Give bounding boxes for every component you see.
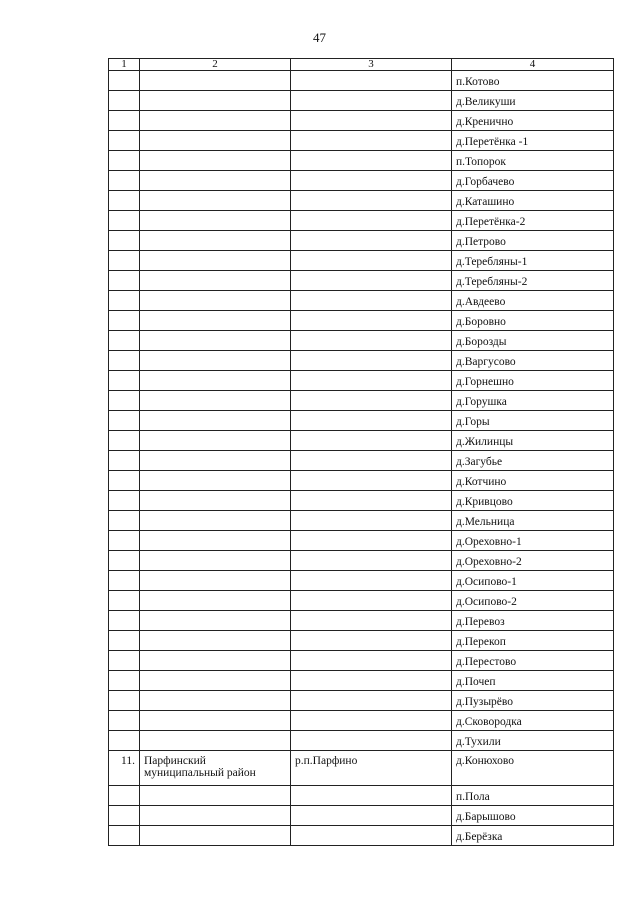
settlement-cell: д.Борозды bbox=[452, 331, 614, 351]
table-row bbox=[109, 751, 614, 786]
table-row bbox=[109, 451, 614, 471]
district-cell bbox=[140, 351, 291, 371]
center-cell bbox=[291, 491, 452, 511]
table-row bbox=[109, 471, 614, 491]
row-number-cell bbox=[109, 511, 140, 531]
district-cell bbox=[140, 131, 291, 151]
settlement-cell: д.Перестово bbox=[452, 651, 614, 671]
center-cell bbox=[291, 131, 452, 151]
table-row bbox=[109, 591, 614, 611]
district-cell bbox=[140, 671, 291, 691]
table-row bbox=[109, 311, 614, 331]
settlement-cell: д.Конюхово bbox=[452, 751, 614, 786]
center-cell bbox=[291, 311, 452, 331]
row-number-cell bbox=[109, 251, 140, 271]
center-cell bbox=[291, 651, 452, 671]
center-cell bbox=[291, 371, 452, 391]
table-row bbox=[109, 431, 614, 451]
settlement-cell: д.Жилинцы bbox=[452, 431, 614, 451]
center-cell bbox=[291, 671, 452, 691]
settlement-cell: д.Осипово-1 bbox=[452, 571, 614, 591]
table-row bbox=[109, 151, 614, 171]
district-cell bbox=[140, 531, 291, 551]
table-row bbox=[109, 131, 614, 151]
row-number-cell bbox=[109, 71, 140, 91]
district-cell bbox=[140, 271, 291, 291]
column-header-3: 3 bbox=[291, 59, 452, 71]
district-cell bbox=[140, 191, 291, 211]
settlement-cell: д.Кренично bbox=[452, 111, 614, 131]
center-cell bbox=[291, 411, 452, 431]
district-cell bbox=[140, 71, 291, 91]
center-cell bbox=[291, 151, 452, 171]
district-cell bbox=[140, 371, 291, 391]
settlement-cell: д.Перевоз bbox=[452, 611, 614, 631]
center-cell bbox=[291, 691, 452, 711]
settlement-cell: д.Перетёнка-2 bbox=[452, 211, 614, 231]
table-row bbox=[109, 826, 614, 846]
center-cell bbox=[291, 111, 452, 131]
settlement-cell: д.Каташино bbox=[452, 191, 614, 211]
column-number-header-row bbox=[109, 59, 614, 71]
row-number-cell bbox=[109, 711, 140, 731]
settlement-cell: п.Котово bbox=[452, 71, 614, 91]
table-row bbox=[109, 251, 614, 271]
table-row bbox=[109, 391, 614, 411]
table-body bbox=[109, 59, 614, 846]
settlement-cell: д.Теребляны-1 bbox=[452, 251, 614, 271]
page-number: 47 bbox=[313, 30, 326, 45]
settlement-cell: д.Великуши bbox=[452, 91, 614, 111]
district-cell bbox=[140, 711, 291, 731]
district-cell bbox=[140, 786, 291, 806]
district-cell bbox=[140, 731, 291, 751]
row-number-cell bbox=[109, 451, 140, 471]
row-number-cell bbox=[109, 371, 140, 391]
table-row bbox=[109, 531, 614, 551]
row-number-cell bbox=[109, 211, 140, 231]
row-number-cell bbox=[109, 631, 140, 651]
settlement-cell: д.Теребляны-2 bbox=[452, 271, 614, 291]
table-row bbox=[109, 211, 614, 231]
settlement-cell: д.Ореховно-2 bbox=[452, 551, 614, 571]
row-number-cell bbox=[109, 531, 140, 551]
district-cell bbox=[140, 451, 291, 471]
settlement-cell: д.Загубье bbox=[452, 451, 614, 471]
settlements-table bbox=[108, 58, 614, 846]
settlement-cell: д.Кривцово bbox=[452, 491, 614, 511]
settlement-cell: д.Осипово-2 bbox=[452, 591, 614, 611]
district-cell bbox=[140, 551, 291, 571]
settlement-cell: д.Пузырёво bbox=[452, 691, 614, 711]
center-cell bbox=[291, 431, 452, 451]
row-number-cell: 11. bbox=[109, 751, 140, 786]
settlement-cell: д.Почеп bbox=[452, 671, 614, 691]
table-row bbox=[109, 691, 614, 711]
district-cell bbox=[140, 331, 291, 351]
table-row bbox=[109, 71, 614, 91]
settlement-cell: д.Барышово bbox=[452, 806, 614, 826]
center-cell bbox=[291, 331, 452, 351]
row-number-cell bbox=[109, 551, 140, 571]
settlement-cell: д.Авдеево bbox=[452, 291, 614, 311]
table-row bbox=[109, 351, 614, 371]
district-cell bbox=[140, 691, 291, 711]
settlement-cell: д.Петрово bbox=[452, 231, 614, 251]
settlement-cell: д.Перекоп bbox=[452, 631, 614, 651]
table-row bbox=[109, 491, 614, 511]
center-cell bbox=[291, 251, 452, 271]
settlement-cell: п.Топорок bbox=[452, 151, 614, 171]
row-number-cell bbox=[109, 271, 140, 291]
district-cell bbox=[140, 91, 291, 111]
district-cell bbox=[140, 151, 291, 171]
district-cell bbox=[140, 611, 291, 631]
settlement-cell: д.Сковородка bbox=[452, 711, 614, 731]
center-cell bbox=[291, 631, 452, 651]
district-cell bbox=[140, 391, 291, 411]
column-header-1: 1 bbox=[109, 59, 140, 71]
district-cell bbox=[140, 251, 291, 271]
table-row bbox=[109, 786, 614, 806]
row-number-cell bbox=[109, 671, 140, 691]
row-number-cell bbox=[109, 786, 140, 806]
settlement-cell: д.Горы bbox=[452, 411, 614, 431]
district-cell bbox=[140, 571, 291, 591]
table-row bbox=[109, 651, 614, 671]
district-cell bbox=[140, 491, 291, 511]
settlement-cell: д.Ореховно-1 bbox=[452, 531, 614, 551]
center-cell bbox=[291, 551, 452, 571]
center-cell bbox=[291, 826, 452, 846]
table-row bbox=[109, 331, 614, 351]
district-cell bbox=[140, 631, 291, 651]
district-cell bbox=[140, 231, 291, 251]
center-cell bbox=[291, 271, 452, 291]
column-header-4: 4 bbox=[452, 59, 614, 71]
row-number-cell bbox=[109, 171, 140, 191]
row-number-cell bbox=[109, 731, 140, 751]
row-number-cell bbox=[109, 651, 140, 671]
center-cell bbox=[291, 511, 452, 531]
district-cell bbox=[140, 471, 291, 491]
center-cell bbox=[291, 591, 452, 611]
table-row bbox=[109, 171, 614, 191]
row-number-cell bbox=[109, 111, 140, 131]
center-cell bbox=[291, 611, 452, 631]
row-number-cell bbox=[109, 151, 140, 171]
table-row bbox=[109, 571, 614, 591]
center-cell bbox=[291, 571, 452, 591]
row-number-cell bbox=[109, 131, 140, 151]
table-row bbox=[109, 91, 614, 111]
row-number-cell bbox=[109, 191, 140, 211]
table-row bbox=[109, 551, 614, 571]
center-cell bbox=[291, 731, 452, 751]
table-row bbox=[109, 631, 614, 651]
center-cell bbox=[291, 211, 452, 231]
row-number-cell bbox=[109, 291, 140, 311]
table-row bbox=[109, 671, 614, 691]
settlement-cell: д.Берёзка bbox=[452, 826, 614, 846]
center-cell bbox=[291, 806, 452, 826]
settlement-cell: д.Горбачево bbox=[452, 171, 614, 191]
center-cell bbox=[291, 451, 452, 471]
district-cell bbox=[140, 111, 291, 131]
row-number-cell bbox=[109, 806, 140, 826]
district-cell bbox=[140, 511, 291, 531]
row-number-cell bbox=[109, 411, 140, 431]
district-cell bbox=[140, 171, 291, 191]
table-row bbox=[109, 806, 614, 826]
center-cell bbox=[291, 91, 452, 111]
row-number-cell bbox=[109, 826, 140, 846]
district-cell bbox=[140, 826, 291, 846]
table-row bbox=[109, 711, 614, 731]
table-row bbox=[109, 611, 614, 631]
center-cell bbox=[291, 191, 452, 211]
district-cell bbox=[140, 411, 291, 431]
row-number-cell bbox=[109, 611, 140, 631]
row-number-cell bbox=[109, 231, 140, 251]
table-row bbox=[109, 731, 614, 751]
row-number-cell bbox=[109, 351, 140, 371]
settlement-cell: д.Горушка bbox=[452, 391, 614, 411]
table-row bbox=[109, 411, 614, 431]
table-row bbox=[109, 271, 614, 291]
settlement-cell: д.Перетёнка -1 bbox=[452, 131, 614, 151]
table-row bbox=[109, 191, 614, 211]
row-number-cell bbox=[109, 491, 140, 511]
center-cell bbox=[291, 351, 452, 371]
district-cell: Парфинский муниципальный район bbox=[140, 751, 291, 786]
district-cell bbox=[140, 291, 291, 311]
row-number-cell bbox=[109, 471, 140, 491]
center-cell bbox=[291, 786, 452, 806]
district-cell bbox=[140, 806, 291, 826]
row-number-cell bbox=[109, 591, 140, 611]
settlement-cell: п.Пола bbox=[452, 786, 614, 806]
center-cell bbox=[291, 531, 452, 551]
row-number-cell bbox=[109, 691, 140, 711]
center-cell bbox=[291, 231, 452, 251]
table-row bbox=[109, 511, 614, 531]
district-cell bbox=[140, 211, 291, 231]
district-cell bbox=[140, 311, 291, 331]
settlement-cell: д.Боровно bbox=[452, 311, 614, 331]
row-number-cell bbox=[109, 431, 140, 451]
center-cell bbox=[291, 391, 452, 411]
center-cell bbox=[291, 471, 452, 491]
row-number-cell bbox=[109, 311, 140, 331]
settlement-cell: д.Горнешно bbox=[452, 371, 614, 391]
table-row bbox=[109, 111, 614, 131]
center-cell: р.п.Парфино bbox=[291, 751, 452, 786]
row-number-cell bbox=[109, 391, 140, 411]
column-header-2: 2 bbox=[140, 59, 291, 71]
settlement-cell: д.Тухили bbox=[452, 731, 614, 751]
center-cell bbox=[291, 71, 452, 91]
row-number-cell bbox=[109, 91, 140, 111]
center-cell bbox=[291, 171, 452, 191]
settlement-cell: д.Мельница bbox=[452, 511, 614, 531]
center-cell bbox=[291, 291, 452, 311]
district-cell bbox=[140, 591, 291, 611]
district-cell bbox=[140, 651, 291, 671]
settlement-cell: д.Котчино bbox=[452, 471, 614, 491]
settlement-cell: д.Варгусово bbox=[452, 351, 614, 371]
row-number-cell bbox=[109, 571, 140, 591]
center-cell bbox=[291, 711, 452, 731]
table-row bbox=[109, 231, 614, 251]
row-number-cell bbox=[109, 331, 140, 351]
table-row bbox=[109, 291, 614, 311]
table-row bbox=[109, 371, 614, 391]
district-cell bbox=[140, 431, 291, 451]
